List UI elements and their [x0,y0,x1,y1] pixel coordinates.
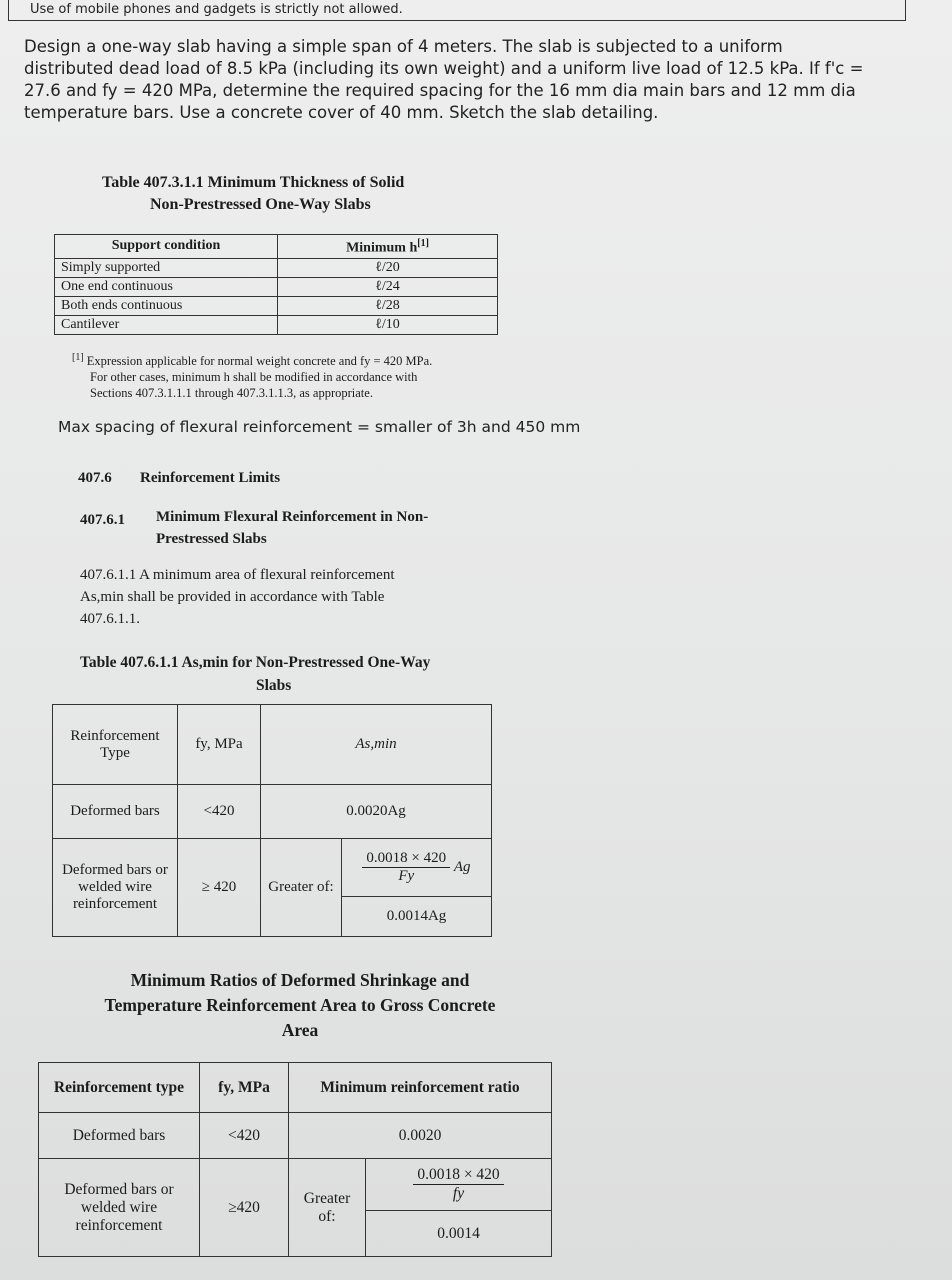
table3-title-line1: Minimum Ratios of Deformed Shrinkage and [130,970,470,990]
cell-condition: Both ends continuous [55,296,278,315]
section-407-6-1-number: 407.6.1 [80,512,125,528]
table1-title-line2: Non-Prestressed One-Way Slabs [150,196,371,213]
cell-fy: <420 [200,1113,289,1159]
section-407-6-1-title [156,506,428,550]
header-reinforcement-type: Reinforcement type [39,1063,200,1113]
cell-condition: One end continuous [55,277,278,296]
cell-condition: Simply supported [55,258,278,277]
header-minimum-h [278,235,498,259]
table-row [55,296,498,315]
min-thickness-table [54,234,498,335]
table-row [39,1113,552,1159]
section-407-6-1-title-line1: Minimum Flexural Reinforcement in Non- [156,509,429,525]
cell-greater-of: Greater of: [289,1159,366,1257]
cell-type: Deformed bars [39,1113,200,1159]
table-row [55,258,498,277]
table-header-row [53,705,492,785]
footnote-ref: [1] [417,238,429,249]
section-407-6-number: 407.6 [78,470,112,486]
cell-type: Deformed bars or welded wire reinforcement [53,839,178,937]
cell-fy: ≥ 420 [178,839,261,937]
cell-as-min: 0.0020Ag [261,785,492,839]
problem-statement: Design a one-way slab having a simple span of 4 meters. The slab is subjected to a uniform distributed dead load of 8.5 kPa (including its own weight) and a uniform live load of 12.5 kPa. If f'c = 27.6 and fy = 420 MPa, determine the required spacing for the 16 mm dia main bars and 12 mm dia temperature bars. Use a concrete cover of 40 mm. Sketch the slab detailing. [24,37,864,122]
table3-title [0,968,600,1043]
header-support-condition: Support condition [55,235,278,259]
table-header-row [55,235,498,259]
fraction [362,850,450,885]
paragraph-line1: 407.6.1.1 A minimum area of flexural reinforcement [80,567,395,583]
as-min-table [52,704,492,937]
cell-min: ℓ/28 [278,296,498,315]
table-row [55,315,498,334]
table1-title-line1: Table 407.3.1.1 Minimum Thickness of Solid [102,174,405,191]
fraction [413,1166,503,1203]
header-fy: fy, MPa [200,1063,289,1113]
paragraph-407-6-1-1 [80,564,480,630]
header-note: Use of mobile phones and gadgets is strictly not allowed. [30,2,403,17]
header-as-min: As,min [261,705,492,785]
section-407-6-1-title-line2: Prestressed Slabs [156,531,267,547]
table3-title-line3: Area [281,1020,319,1040]
table3-title-line2: Temperature Reinforcement Area to Gross Concrete [104,995,496,1015]
footnote-line2: For other cases, minimum h shall be modified in accordance with [90,370,418,385]
cell-type: Deformed bars [53,785,178,839]
table2-title-line2: Slabs [256,677,292,694]
cell-formula [366,1159,552,1211]
footnote-line1 [72,350,512,369]
cell-min: ℓ/24 [278,277,498,296]
cell-min: ℓ/20 [278,258,498,277]
fraction-numerator: 0.0018 × 420 [362,850,450,868]
cell-ratio: 0.0020 [289,1113,552,1159]
fraction-denominator: fy [452,1185,465,1202]
footnote-line3: Sections 407.3.1.1.1 through 407.3.1.1.3, as appropriate. [90,386,373,401]
footnote-line1-text: Expression applicable for normal weight concrete and fy = 420 MPa. [86,354,433,369]
table-row [53,785,492,839]
cell-alt-formula: 0.0014Ag [342,897,492,937]
table-header-row [39,1063,552,1113]
section-407-6-title: Reinforcement Limits [140,470,281,486]
cell-type: Deformed bars or welded wire reinforcement [39,1159,200,1257]
table-row [39,1159,552,1211]
cell-formula [342,839,492,897]
table1-footnote [72,350,512,401]
paragraph-line3: 407.6.1.1. [80,611,140,627]
header-minimum-h-label: Minimum h [346,240,418,256]
table2-title-line1: Table 407.6.1.1 As,min for Non-Prestressed One-Way [80,654,431,671]
header-min-ratio: Minimum reinforcement ratio [289,1063,552,1113]
table-row [55,277,498,296]
table-row [53,839,492,897]
cell-fy: <420 [178,785,261,839]
fraction-denominator: Fy [398,868,415,884]
footnote-mark: [1] [72,352,84,363]
cell-min: ℓ/10 [278,315,498,334]
header-fy: fy, MPa [178,705,261,785]
formula-ag: Ag [453,858,471,875]
cell-alt-ratio: 0.0014 [366,1211,552,1257]
fraction-numerator: 0.0018 × 420 [413,1166,503,1185]
cell-condition: Cantilever [55,315,278,334]
cell-fy: ≥420 [200,1159,289,1257]
shrinkage-temperature-table [38,1062,552,1257]
header-reinforcement-type: Reinforcement Type [53,705,178,785]
cell-greater-of: Greater of: [261,839,342,937]
paragraph-line2: As,min shall be provided in accordance with Table [80,589,385,605]
max-spacing-text: Max spacing of flexural reinforcement = smaller of 3h and 450 mm [58,418,581,436]
